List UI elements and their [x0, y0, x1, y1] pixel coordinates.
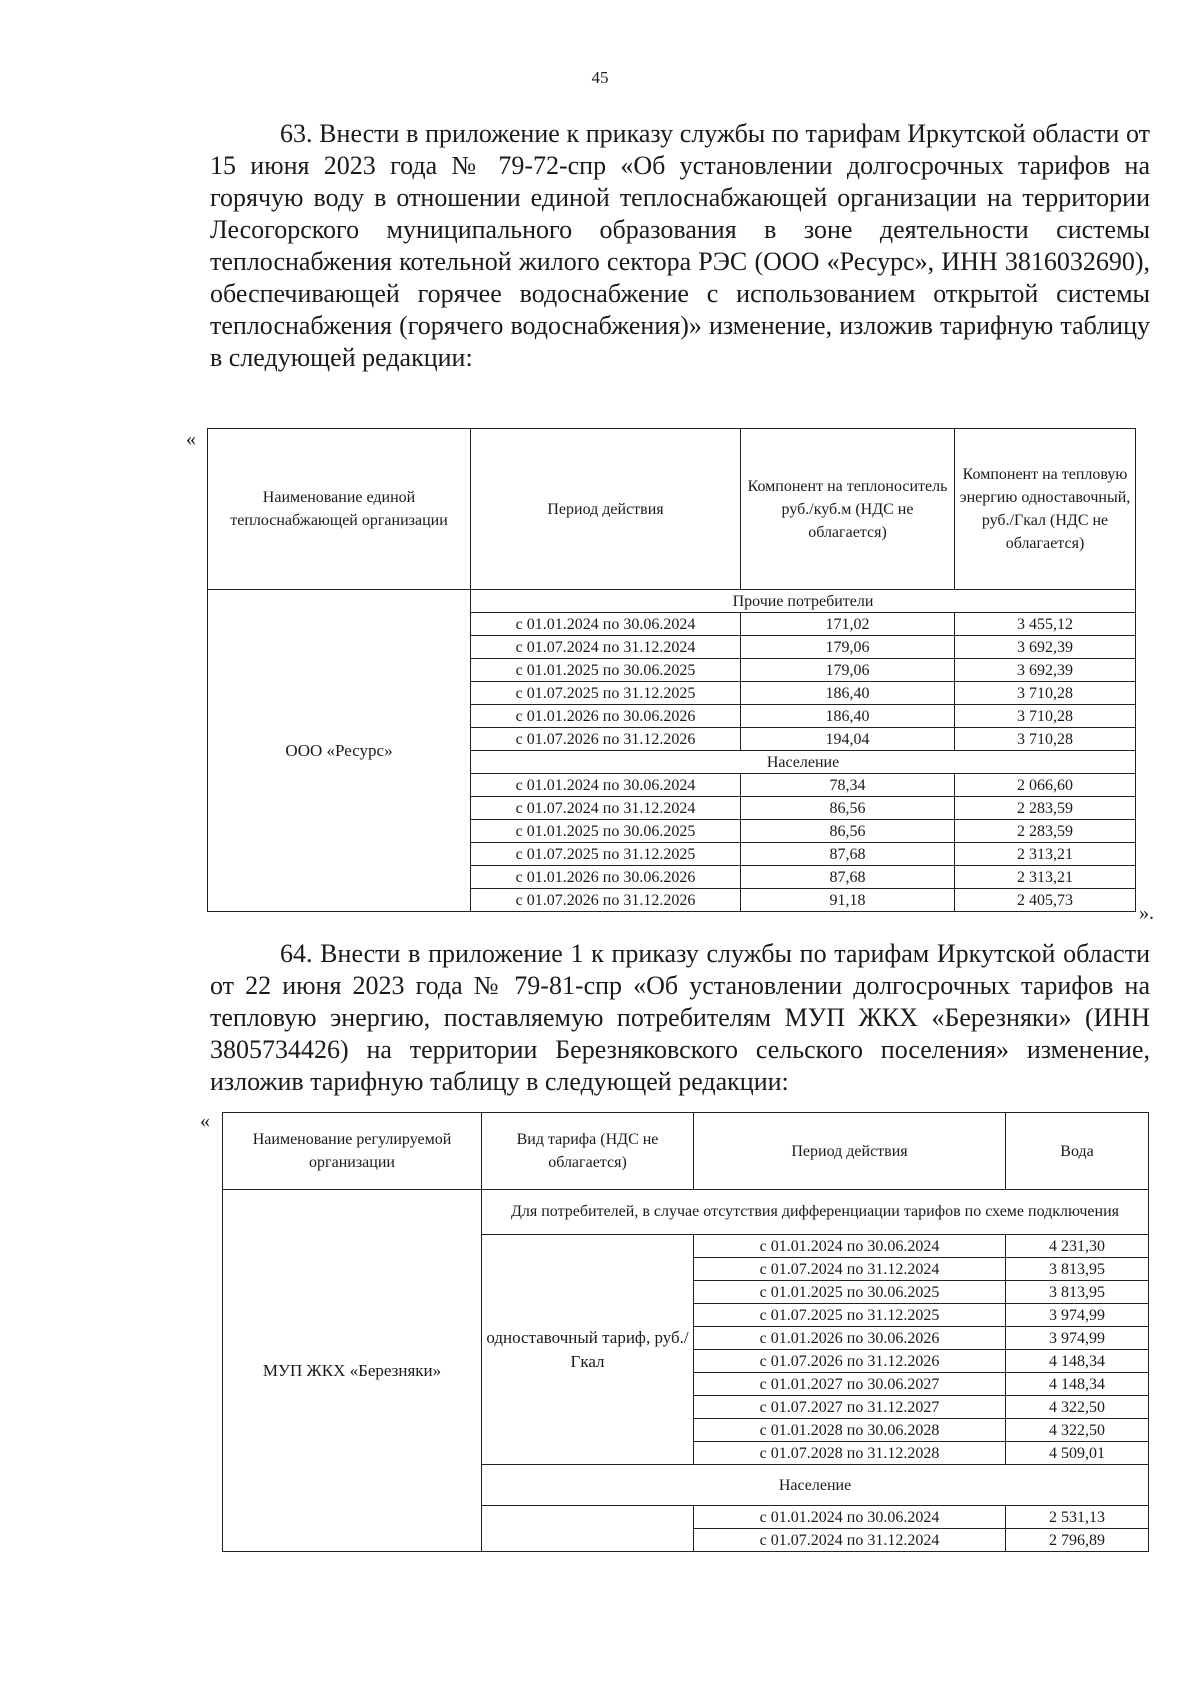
period-cell: с 01.01.2024 по 30.06.2024 — [471, 613, 741, 636]
water-cell: 4 509,01 — [1006, 1442, 1149, 1465]
tariff-kind-cell-empty — [482, 1506, 694, 1552]
group-row — [208, 590, 1136, 613]
carrier-cell: 86,56 — [741, 820, 955, 843]
group-label: Население — [471, 751, 1136, 774]
period-cell: с 01.07.2024 по 31.12.2024 — [471, 636, 741, 659]
energy-cell: 3 692,39 — [955, 659, 1136, 682]
header-org: Наименование регулируемой организации — [223, 1113, 482, 1190]
carrier-cell: 78,34 — [741, 774, 955, 797]
group-label: Население — [482, 1465, 1149, 1506]
energy-cell: 2 283,59 — [955, 820, 1136, 843]
period-cell: с 01.07.2024 по 31.12.2024 — [471, 797, 741, 820]
water-cell: 2 531,13 — [1006, 1506, 1149, 1529]
organization-cell: ООО «Ресурс» — [208, 590, 471, 912]
open-quote-63: « — [186, 428, 196, 450]
organization-cell: МУП ЖКХ «Березняки» — [223, 1190, 482, 1552]
carrier-cell: 86,56 — [741, 797, 955, 820]
period-cell: с 01.01.2024 по 30.06.2024 — [471, 774, 741, 797]
paragraph-item-63: 63. Внести в приложение к приказу службы по тарифам Иркутской области от 15 июня 2023 года № 79-72-спр «Об установлении долгосрочных тарифов на горячую воду в отношении единой теплоснабжающей организации на территории Лесогорского муниципального образования в зоне деятельности системы теплоснабжения котельной жилого сектора РЭС (ООО «Ресурс», ИНН 3816032690), обеспечивающей горячее водоснабжение с использованием открытой системы теплоснабжения (горячего водоснабжения)» изменение, изложив тарифную таблицу в следующей редакции: — [210, 119, 1150, 372]
energy-cell: 3 710,28 — [955, 728, 1136, 751]
carrier-cell: 179,06 — [741, 636, 955, 659]
table-header-row — [208, 429, 1136, 590]
period-cell: с 01.01.2024 по 30.06.2024 — [694, 1235, 1006, 1258]
carrier-cell: 179,06 — [741, 659, 955, 682]
page-number: 45 — [591, 68, 609, 87]
period-cell: с 01.01.2028 по 30.06.2028 — [694, 1419, 1006, 1442]
header-period: Период действия — [694, 1113, 1006, 1190]
header-period: Период действия — [471, 429, 741, 590]
carrier-cell: 171,02 — [741, 613, 955, 636]
period-cell: с 01.01.2026 по 30.06.2026 — [471, 866, 741, 889]
group-label: Для потребителей, в случае отсутствия дифференциации тарифов по схеме подключения — [482, 1190, 1149, 1235]
period-cell: с 01.01.2025 по 30.06.2025 — [471, 820, 741, 843]
period-cell: с 01.07.2027 по 31.12.2027 — [694, 1396, 1006, 1419]
table-header-row — [223, 1113, 1149, 1190]
carrier-cell: 194,04 — [741, 728, 955, 751]
period-cell: с 01.01.2024 по 30.06.2024 — [694, 1506, 1006, 1529]
energy-cell: 2 066,60 — [955, 774, 1136, 797]
tariff-table-63 — [207, 428, 1136, 912]
period-cell: с 01.01.2026 по 30.06.2026 — [694, 1327, 1006, 1350]
carrier-cell: 87,68 — [741, 866, 955, 889]
water-cell: 3 813,95 — [1006, 1258, 1149, 1281]
paragraph-item-64: 64. Внести в приложение 1 к приказу службы по тарифам Иркутской области от 22 июня 2023 года № 79-81-спр «Об установлении долгосрочных тарифов на тепловую энергию, поставляемую потребителям МУП ЖКХ «Березняки» (ИНН 3805734426) на территории Березняковского сельского поселения» изменение, изложив тарифную таблицу в следующей редакции: — [210, 939, 1150, 1096]
header-kind: Вид тарифа (НДС не облагается) — [482, 1113, 694, 1190]
tariff-kind-cell: одноставочный тариф, руб./Гкал — [482, 1235, 694, 1465]
header-carrier: Компонент на теплоноситель руб./куб.м (НДС не облагается) — [741, 429, 955, 590]
water-cell: 2 796,89 — [1006, 1529, 1149, 1552]
water-cell: 4 322,50 — [1006, 1396, 1149, 1419]
energy-cell: 3 455,12 — [955, 613, 1136, 636]
period-cell: с 01.07.2028 по 31.12.2028 — [694, 1442, 1006, 1465]
energy-cell: 3 692,39 — [955, 636, 1136, 659]
energy-cell: 2 313,21 — [955, 866, 1136, 889]
energy-cell: 3 710,28 — [955, 682, 1136, 705]
period-cell: с 01.07.2024 по 31.12.2024 — [694, 1529, 1006, 1552]
period-cell: с 01.07.2024 по 31.12.2024 — [694, 1258, 1006, 1281]
period-cell: с 01.07.2025 по 31.12.2025 — [694, 1304, 1006, 1327]
tariff-table-64 — [222, 1112, 1149, 1552]
water-cell: 4 148,34 — [1006, 1373, 1149, 1396]
carrier-cell: 87,68 — [741, 843, 955, 866]
carrier-cell: 91,18 — [741, 889, 955, 912]
water-cell: 4 322,50 — [1006, 1419, 1149, 1442]
period-cell: с 01.01.2025 по 30.06.2025 — [471, 659, 741, 682]
group-row — [223, 1190, 1149, 1235]
water-cell: 4 148,34 — [1006, 1350, 1149, 1373]
period-cell: с 01.07.2025 по 31.12.2025 — [471, 682, 741, 705]
period-cell: с 01.01.2025 по 30.06.2025 — [694, 1281, 1006, 1304]
energy-cell: 2 283,59 — [955, 797, 1136, 820]
energy-cell: 2 405,73 — [955, 889, 1136, 912]
water-cell: 4 231,30 — [1006, 1235, 1149, 1258]
period-cell: с 01.07.2025 по 31.12.2025 — [471, 843, 741, 866]
group-label: Прочие потребители — [471, 590, 1136, 613]
header-water: Вода — [1006, 1113, 1149, 1190]
header-org: Наименование единой теплоснабжающей организации — [208, 429, 471, 590]
energy-cell: 2 313,21 — [955, 843, 1136, 866]
water-cell: 3 813,95 — [1006, 1281, 1149, 1304]
open-quote-64: « — [200, 1110, 210, 1132]
period-cell: с 01.07.2026 по 31.12.2026 — [471, 728, 741, 751]
close-quote-63: ». — [1139, 902, 1154, 924]
energy-cell: 3 710,28 — [955, 705, 1136, 728]
carrier-cell: 186,40 — [741, 705, 955, 728]
header-energy: Компонент на тепловую энергию одноставочный, руб./Гкал (НДС не облагается) — [955, 429, 1136, 590]
period-cell: с 01.01.2026 по 30.06.2026 — [471, 705, 741, 728]
water-cell: 3 974,99 — [1006, 1327, 1149, 1350]
period-cell: с 01.07.2026 по 31.12.2026 — [694, 1350, 1006, 1373]
water-cell: 3 974,99 — [1006, 1304, 1149, 1327]
carrier-cell: 186,40 — [741, 682, 955, 705]
period-cell: с 01.01.2027 по 30.06.2027 — [694, 1373, 1006, 1396]
period-cell: с 01.07.2026 по 31.12.2026 — [471, 889, 741, 912]
